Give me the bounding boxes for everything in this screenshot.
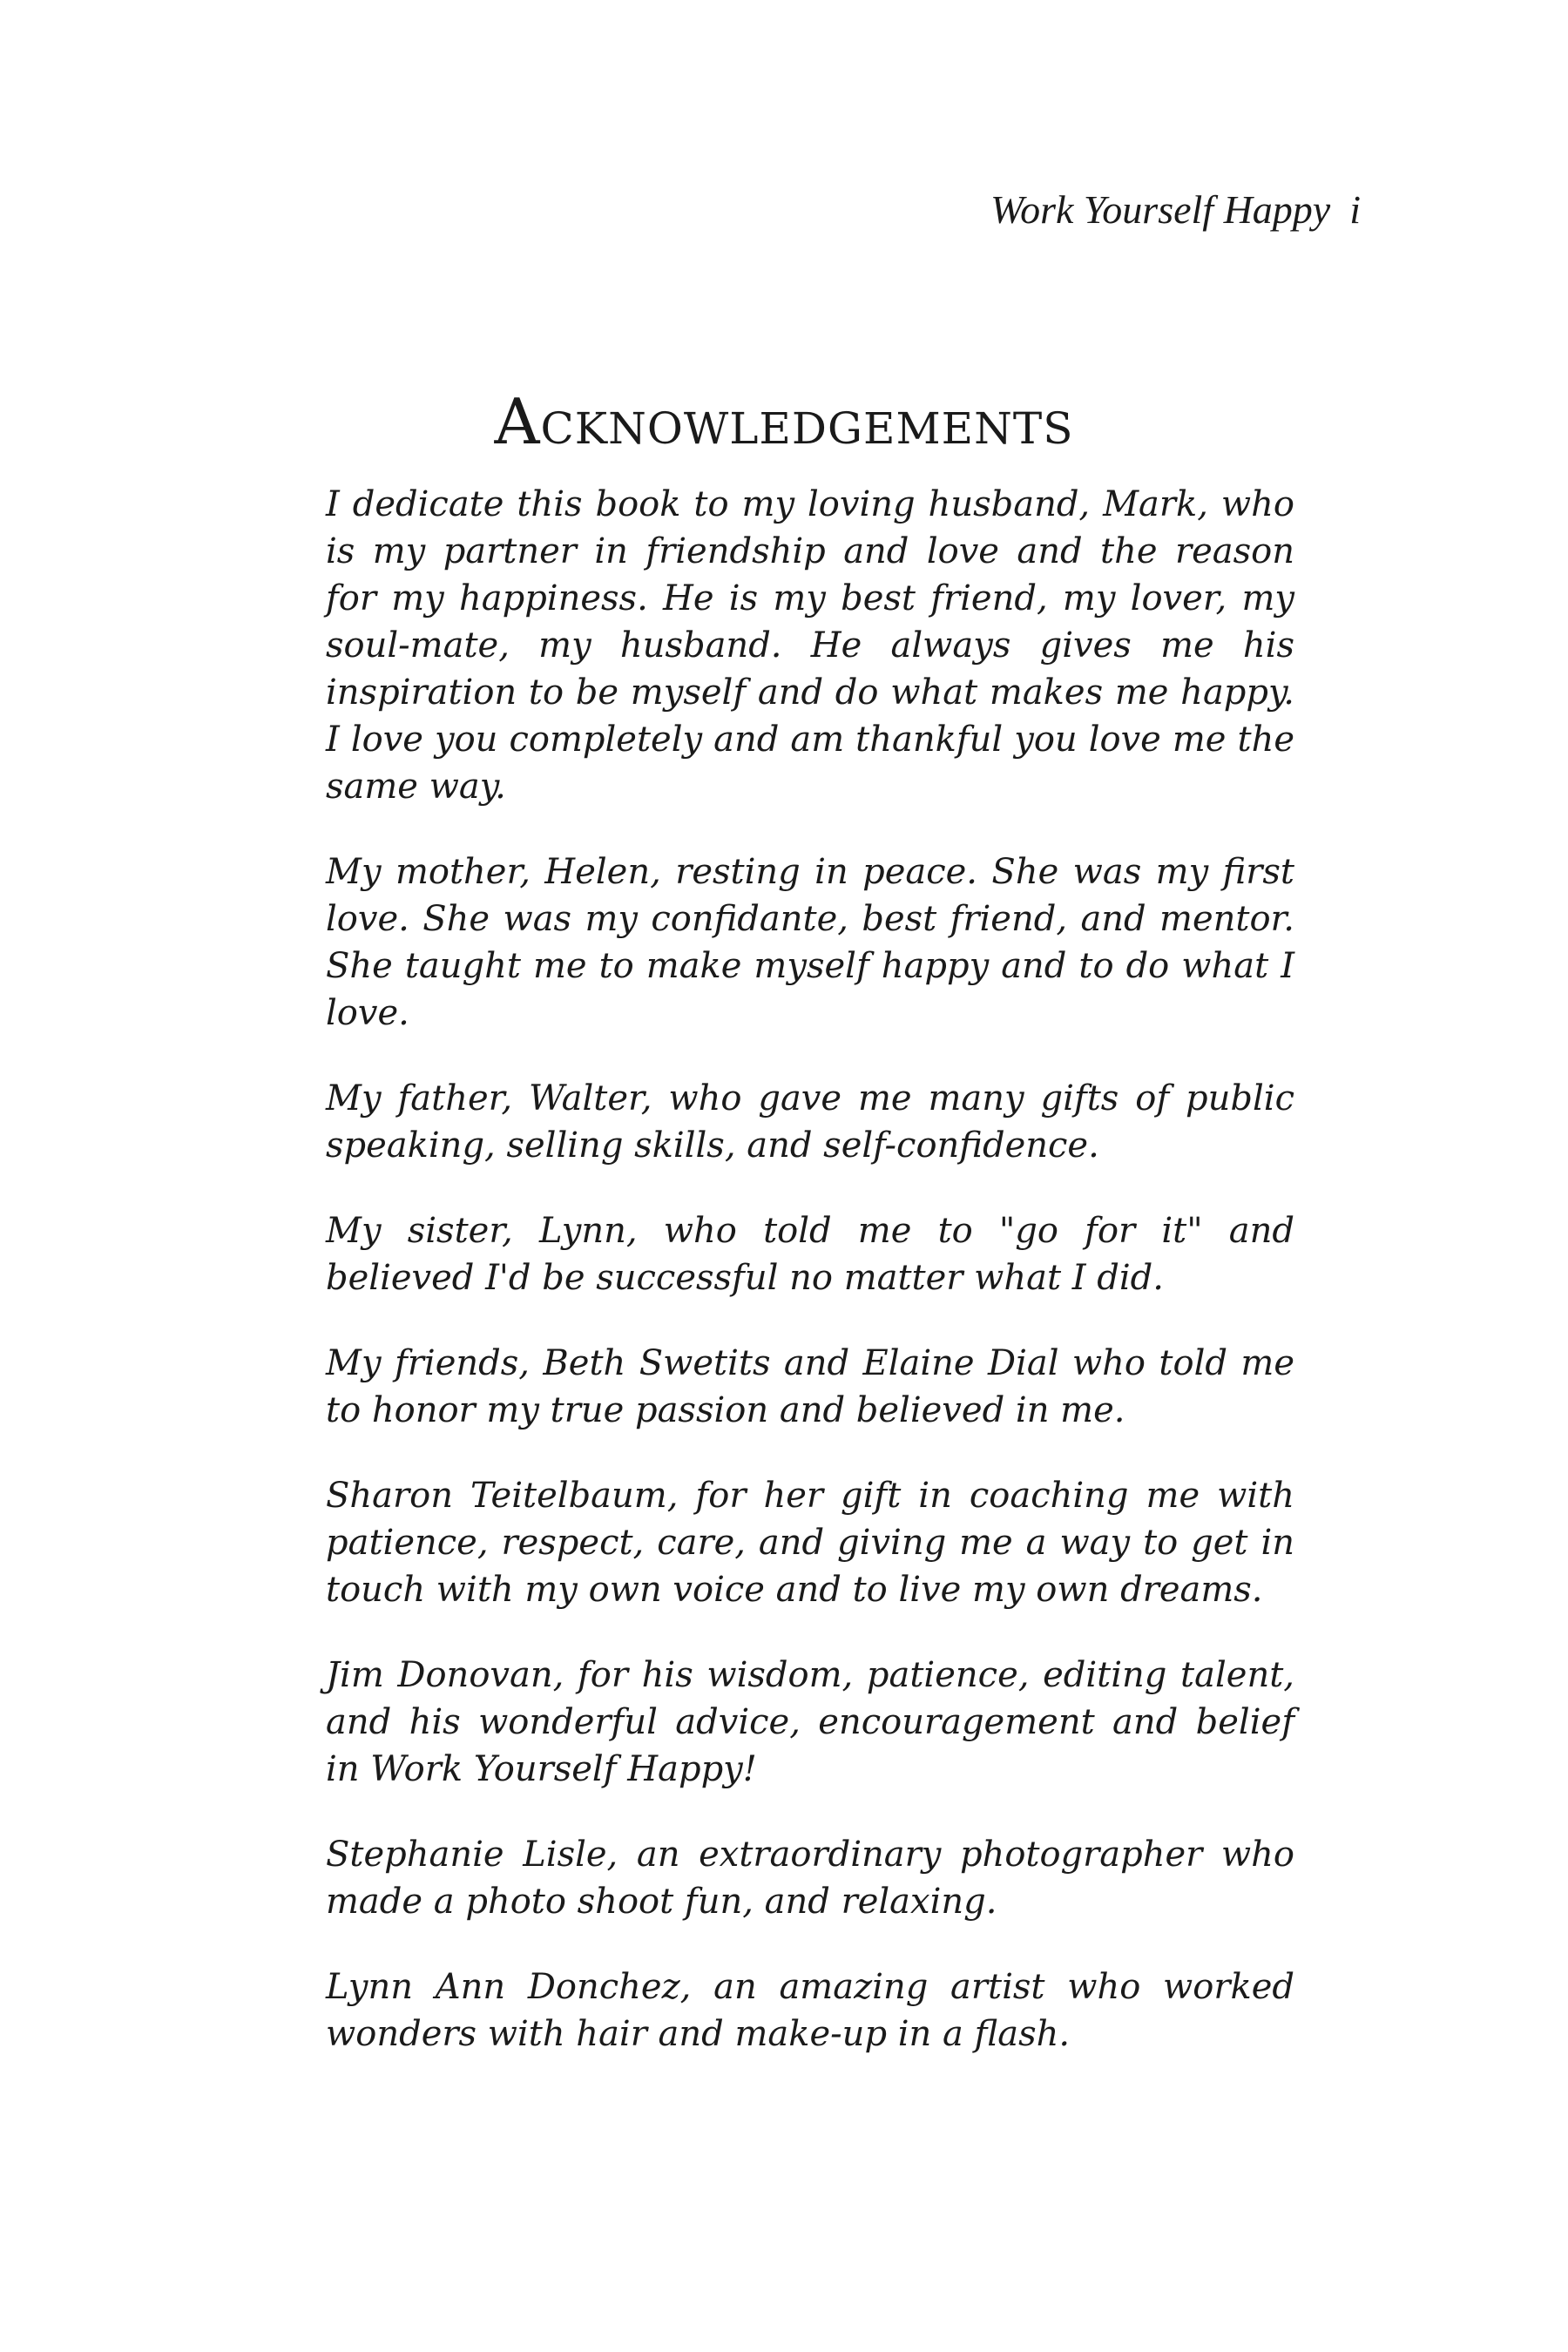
paragraph-photographer: Stephanie Lisle, an extraordinary photographer who made a photo shoot fun, and relaxing. bbox=[326, 1835, 1294, 1922]
chapter-title: Acknowledgements bbox=[494, 385, 1074, 458]
paragraph-editor: Jim Donovan, for his wisdom, patience, editing talent, and his wonderful advice, encouragement and belief in Work Yourself Happy! bbox=[326, 1655, 1294, 1789]
paragraph-father: My father, Walter, who gave me many gifts of public speaking, selling skills, and self-confidence. bbox=[326, 1078, 1294, 1166]
page-number: i bbox=[1349, 187, 1361, 232]
running-header bbox=[990, 187, 1361, 232]
paragraph-artist: Lynn Ann Donchez, an amazing artist who worked wonders with hair and make-up in a flash. bbox=[326, 1967, 1294, 2054]
paragraph-coach: Sharon Teitelbaum, for her gift in coaching me with patience, respect, care, and giving me a way to get in touch with my own voice and to live my own dreams. bbox=[326, 1476, 1294, 1610]
paragraph-sister: My sister, Lynn, who told me to "go for it" and believed I'd be successful no matter what I did. bbox=[326, 1211, 1294, 1298]
acknowledgements-body bbox=[326, 481, 1294, 2096]
paragraph-dedication: I dedicate this book to my loving husband, Mark, who is my partner in friendship and love and the reason for my happiness. He is my best friend, my lover, my soul-mate, my husband. He always gives me his inspiration to be myself and do what makes me happy. I love you completely and am thankful you love me the same way. bbox=[326, 484, 1294, 807]
paragraph-friends: My friends, Beth Swetits and Elaine Dial who told me to honor my true passion and believed in me. bbox=[326, 1343, 1294, 1430]
running-title: Work Yourself Happy bbox=[990, 187, 1331, 232]
paragraph-mother: My mother, Helen, resting in peace. She was my first love. She was my confidante, best friend, and mentor. She taught me to make myself happy and to do what I love. bbox=[326, 852, 1294, 1033]
